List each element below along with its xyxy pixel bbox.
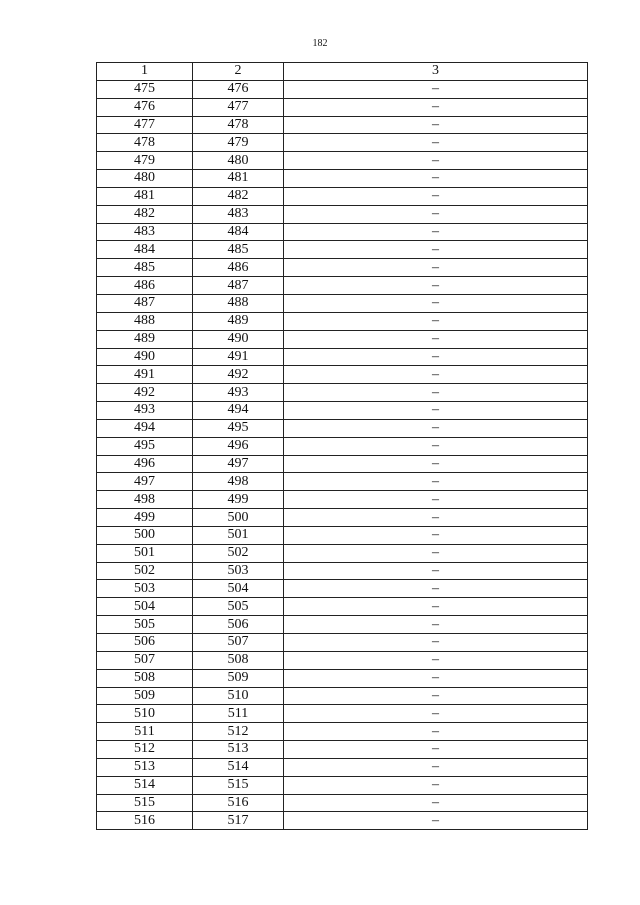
table-cell-col-2: 490: [193, 330, 284, 348]
table-row: [97, 187, 588, 205]
table-cell-col-1: 479: [97, 152, 193, 170]
table-cell-col-1: 486: [97, 277, 193, 295]
table-cell-col-3: –: [284, 170, 588, 188]
table-cell-col-3: –: [284, 509, 588, 527]
table-cell-col-1: 514: [97, 776, 193, 794]
table-cell-col-3: –: [284, 758, 588, 776]
table-cell-col-3: –: [284, 80, 588, 98]
table-cell-col-1: 500: [97, 526, 193, 544]
table-cell-col-2: 496: [193, 437, 284, 455]
table-cell-col-2: 497: [193, 455, 284, 473]
table-cell-col-1: 516: [97, 812, 193, 830]
table-cell-col-1: 495: [97, 437, 193, 455]
table-cell-col-3: –: [284, 473, 588, 491]
table-cell-col-2: 512: [193, 723, 284, 741]
table-cell-col-1: 501: [97, 544, 193, 562]
table-row: [97, 259, 588, 277]
table-cell-col-3: –: [284, 651, 588, 669]
table-row: [97, 80, 588, 98]
table-cell-col-2: 499: [193, 491, 284, 509]
table-cell-col-3: –: [284, 723, 588, 741]
table-cell-col-1: 488: [97, 312, 193, 330]
table-row: [97, 544, 588, 562]
page-number: 182: [312, 38, 328, 49]
table-cell-col-2: 516: [193, 794, 284, 812]
table-cell-col-3: –: [284, 634, 588, 652]
table-row: [97, 669, 588, 687]
table-cell-col-2: 517: [193, 812, 284, 830]
table-cell-col-3: –: [284, 598, 588, 616]
column-header-3: 3: [284, 63, 588, 81]
table-cell-col-3: –: [284, 455, 588, 473]
table-cell-col-3: –: [284, 152, 588, 170]
table-cell-col-2: 483: [193, 205, 284, 223]
table-cell-col-2: 493: [193, 384, 284, 402]
table-cell-col-1: 511: [97, 723, 193, 741]
table-cell-col-3: –: [284, 794, 588, 812]
table-cell-col-1: 482: [97, 205, 193, 223]
table-cell-col-1: 497: [97, 473, 193, 491]
table-row: [97, 134, 588, 152]
table-row: [97, 152, 588, 170]
table-cell-col-3: –: [284, 259, 588, 277]
table-cell-col-1: 478: [97, 134, 193, 152]
table-cell-col-2: 478: [193, 116, 284, 134]
table-row: [97, 116, 588, 134]
table-row: [97, 616, 588, 634]
table-cell-col-1: 503: [97, 580, 193, 598]
table-cell-col-1: 491: [97, 366, 193, 384]
column-header-1: 1: [97, 63, 193, 81]
table-cell-col-2: 481: [193, 170, 284, 188]
table-cell-col-2: 489: [193, 312, 284, 330]
table-cell-col-2: 511: [193, 705, 284, 723]
table-cell-col-1: 496: [97, 455, 193, 473]
table-cell-col-1: 493: [97, 402, 193, 420]
table-cell-col-2: 476: [193, 80, 284, 98]
table-cell-col-1: 477: [97, 116, 193, 134]
table-row: [97, 741, 588, 759]
table-cell-col-3: –: [284, 366, 588, 384]
table-cell-col-3: –: [284, 277, 588, 295]
table-cell-col-2: 482: [193, 187, 284, 205]
table-cell-col-2: 498: [193, 473, 284, 491]
table-cell-col-3: –: [284, 705, 588, 723]
table-row: [97, 634, 588, 652]
table-cell-col-2: 486: [193, 259, 284, 277]
table-cell-col-2: 509: [193, 669, 284, 687]
table-cell-col-3: –: [284, 402, 588, 420]
table-cell-col-3: –: [284, 384, 588, 402]
table-cell-col-2: 514: [193, 758, 284, 776]
table-row: [97, 348, 588, 366]
table-cell-col-2: 506: [193, 616, 284, 634]
table-cell-col-3: –: [284, 312, 588, 330]
table-row: [97, 366, 588, 384]
table-row: [97, 687, 588, 705]
table-row: [97, 526, 588, 544]
table-cell-col-2: 515: [193, 776, 284, 794]
table-row: [97, 98, 588, 116]
table-cell-col-2: 508: [193, 651, 284, 669]
table-cell-col-1: 484: [97, 241, 193, 259]
table-row: [97, 419, 588, 437]
table-cell-col-1: 504: [97, 598, 193, 616]
table-cell-col-2: 501: [193, 526, 284, 544]
table-row: [97, 509, 588, 527]
table-row: [97, 384, 588, 402]
table-cell-col-3: –: [284, 437, 588, 455]
table-cell-col-3: –: [284, 776, 588, 794]
table-row: [97, 651, 588, 669]
table-cell-col-1: 506: [97, 634, 193, 652]
table-cell-col-1: 515: [97, 794, 193, 812]
table-cell-col-1: 510: [97, 705, 193, 723]
table-row: [97, 170, 588, 188]
table-row: [97, 598, 588, 616]
table-cell-col-1: 513: [97, 758, 193, 776]
table-cell-col-2: 505: [193, 598, 284, 616]
table-cell-col-2: 492: [193, 366, 284, 384]
table-cell-col-3: –: [284, 294, 588, 312]
table-cell-col-3: –: [284, 330, 588, 348]
table-cell-col-2: 494: [193, 402, 284, 420]
table-row: [97, 491, 588, 509]
table-row: [97, 277, 588, 295]
table-row: [97, 205, 588, 223]
table-row: [97, 776, 588, 794]
table-cell-col-3: –: [284, 223, 588, 241]
table-cell-col-2: 477: [193, 98, 284, 116]
table-cell-col-1: 489: [97, 330, 193, 348]
table-row: [97, 437, 588, 455]
table-cell-col-2: 513: [193, 741, 284, 759]
table-cell-col-3: –: [284, 134, 588, 152]
table-cell-col-1: 475: [97, 80, 193, 98]
table-cell-col-1: 502: [97, 562, 193, 580]
table-cell-col-1: 498: [97, 491, 193, 509]
table-cell-col-1: 481: [97, 187, 193, 205]
table-cell-col-2: 502: [193, 544, 284, 562]
table-row: [97, 330, 588, 348]
table-cell-col-1: 512: [97, 741, 193, 759]
table-cell-col-2: 510: [193, 687, 284, 705]
table-cell-col-2: 500: [193, 509, 284, 527]
table-cell-col-1: 499: [97, 509, 193, 527]
table-cell-col-1: 476: [97, 98, 193, 116]
table-cell-col-2: 479: [193, 134, 284, 152]
table-cell-col-2: 480: [193, 152, 284, 170]
table-cell-col-3: –: [284, 419, 588, 437]
table-cell-col-2: 495: [193, 419, 284, 437]
table-cell-col-1: 490: [97, 348, 193, 366]
table-row: [97, 312, 588, 330]
table-row: [97, 812, 588, 830]
table-cell-col-3: –: [284, 348, 588, 366]
table-cell-col-1: 492: [97, 384, 193, 402]
table-cell-col-1: 487: [97, 294, 193, 312]
header-row: [97, 63, 588, 81]
table-cell-col-2: 507: [193, 634, 284, 652]
table-row: [97, 223, 588, 241]
table-cell-col-2: 488: [193, 294, 284, 312]
table-cell-col-1: 509: [97, 687, 193, 705]
table-row: [97, 580, 588, 598]
table-cell-col-1: 507: [97, 651, 193, 669]
table-row: [97, 758, 588, 776]
table-body: [97, 80, 588, 829]
table-cell-col-3: –: [284, 526, 588, 544]
table-cell-col-1: 505: [97, 616, 193, 634]
table-row: [97, 402, 588, 420]
table-cell-col-1: 485: [97, 259, 193, 277]
table-cell-col-2: 485: [193, 241, 284, 259]
table-cell-col-3: –: [284, 241, 588, 259]
table-cell-col-3: –: [284, 562, 588, 580]
table-row: [97, 723, 588, 741]
table-row: [97, 473, 588, 491]
data-table: [96, 62, 588, 830]
table-cell-col-2: 504: [193, 580, 284, 598]
table-cell-col-3: –: [284, 98, 588, 116]
table-cell-col-2: 487: [193, 277, 284, 295]
table-cell-col-3: –: [284, 116, 588, 134]
table-cell-col-3: –: [284, 687, 588, 705]
table-cell-col-1: 494: [97, 419, 193, 437]
table-cell-col-3: –: [284, 491, 588, 509]
table-row: [97, 294, 588, 312]
table-cell-col-1: 508: [97, 669, 193, 687]
table-cell-col-3: –: [284, 580, 588, 598]
table-cell-col-3: –: [284, 544, 588, 562]
table-cell-col-3: –: [284, 669, 588, 687]
table-cell-col-3: –: [284, 616, 588, 634]
table-header: [97, 63, 588, 81]
table-cell-col-3: –: [284, 205, 588, 223]
table-row: [97, 562, 588, 580]
table-row: [97, 455, 588, 473]
table-cell-col-2: 484: [193, 223, 284, 241]
table-cell-col-2: 503: [193, 562, 284, 580]
table-cell-col-3: –: [284, 187, 588, 205]
table-row: [97, 794, 588, 812]
table-cell-col-3: –: [284, 812, 588, 830]
table-cell-col-1: 480: [97, 170, 193, 188]
table-cell-col-1: 483: [97, 223, 193, 241]
column-header-2: 2: [193, 63, 284, 81]
table-cell-col-2: 491: [193, 348, 284, 366]
table-cell-col-3: –: [284, 741, 588, 759]
table-row: [97, 705, 588, 723]
table-row: [97, 241, 588, 259]
